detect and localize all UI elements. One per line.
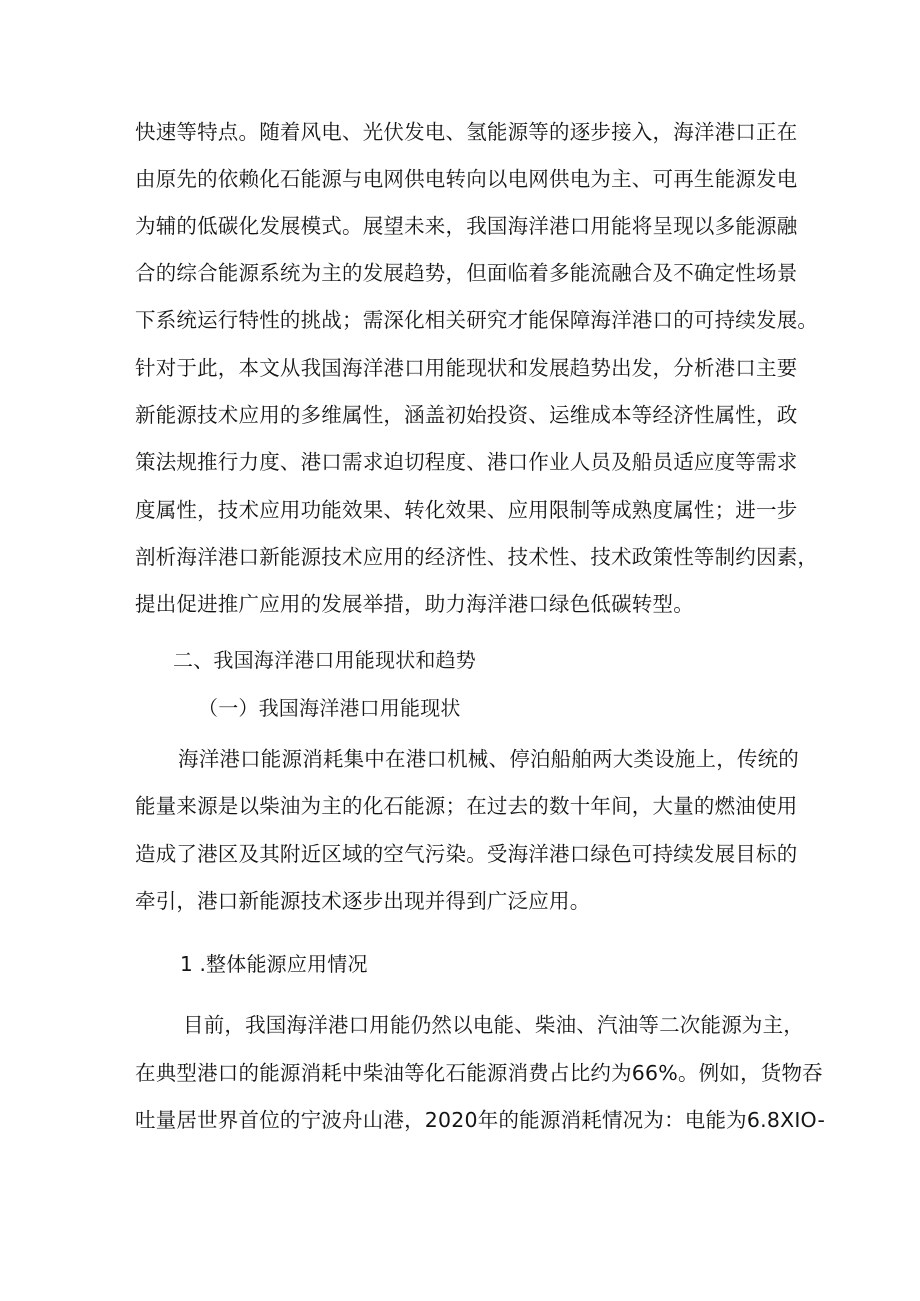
- paragraph-1-line-8: 策法规推行力度、港口需求迫切程度、港口作业人员及船员适应度等需求: [135, 450, 798, 474]
- paragraph-2-line-4: 牵引，港口新能源技术逐步出现并得到广泛应用。: [135, 889, 591, 913]
- paragraph-2-line-2: 能量来源是以柴油为主的化石能源；在过去的数十年间，大量的燃油使用: [135, 794, 798, 818]
- subsection-heading: （一）我国海洋港口用能现状: [198, 696, 461, 720]
- paragraph-2-line-1: 海洋港口能源消耗集中在港口机械、停泊船舶两大类设施上，传统的: [178, 747, 799, 771]
- paragraph-1-line-6: 针对于此，本文从我国海洋港口用能现状和发展趋势出发，分析港口主要: [135, 356, 798, 380]
- paragraph-3-line-3: 吐量居世界首位的宁波舟山港，2020年的能源消耗情况为：电能为6.8XIO-: [135, 1108, 826, 1132]
- paragraph-2-line-3: 造成了港区及其附近区域的空气污染。受海洋港口绿色可持续发展目标的: [135, 842, 798, 866]
- paragraph-1-line-1: 快速等特点。随着风电、光伏发电、氢能源等的逐步接入，海洋港口正在: [135, 120, 798, 144]
- section-heading: 二、我国海洋港口用能现状和趋势: [173, 648, 476, 672]
- paragraph-1-line-4: 合的综合能源系统为主的发展趋势，但面临着多能流融合及不确定性场景: [135, 261, 798, 285]
- paragraph-1-line-2: 由原先的依赖化石能源与电网供电转向以电网供电为主、可再生能源发电: [135, 167, 798, 191]
- paragraph-1-line-7: 新能源技术应用的多维属性，涵盖初始投资、运维成本等经济性属性，政: [135, 403, 798, 427]
- paragraph-1-line-10: 剖析海洋港口新能源技术应用的经济性、技术性、技术政策性等制约因素，: [135, 545, 819, 569]
- paragraph-1-line-9: 度属性，技术应用功能效果、转化效果、应用限制等成熟度属性；进一步: [135, 498, 798, 522]
- paragraph-1-line-5: 下系统运行特性的挑战；需深化相关研究才能保障海洋港口的可持续发展。: [135, 308, 819, 332]
- numbered-heading: 1 .整体能源应用情况: [180, 952, 368, 976]
- paragraph-3-line-2: 在典型港口的能源消耗中柴油等化石能源消费占比约为66%。例如，货物吞: [135, 1061, 823, 1085]
- paragraph-1-line-11: 提出促进推广应用的发展举措，助力海洋港口绿色低碳转型。: [135, 592, 694, 616]
- paragraph-1-line-3: 为辅的低碳化发展模式。展望未来，我国海洋港口用能将呈现以多能源融: [135, 214, 798, 238]
- paragraph-3-line-1: 目前，我国海洋港口用能仍然以电能、柴油、汽油等二次能源为主，: [183, 1013, 804, 1037]
